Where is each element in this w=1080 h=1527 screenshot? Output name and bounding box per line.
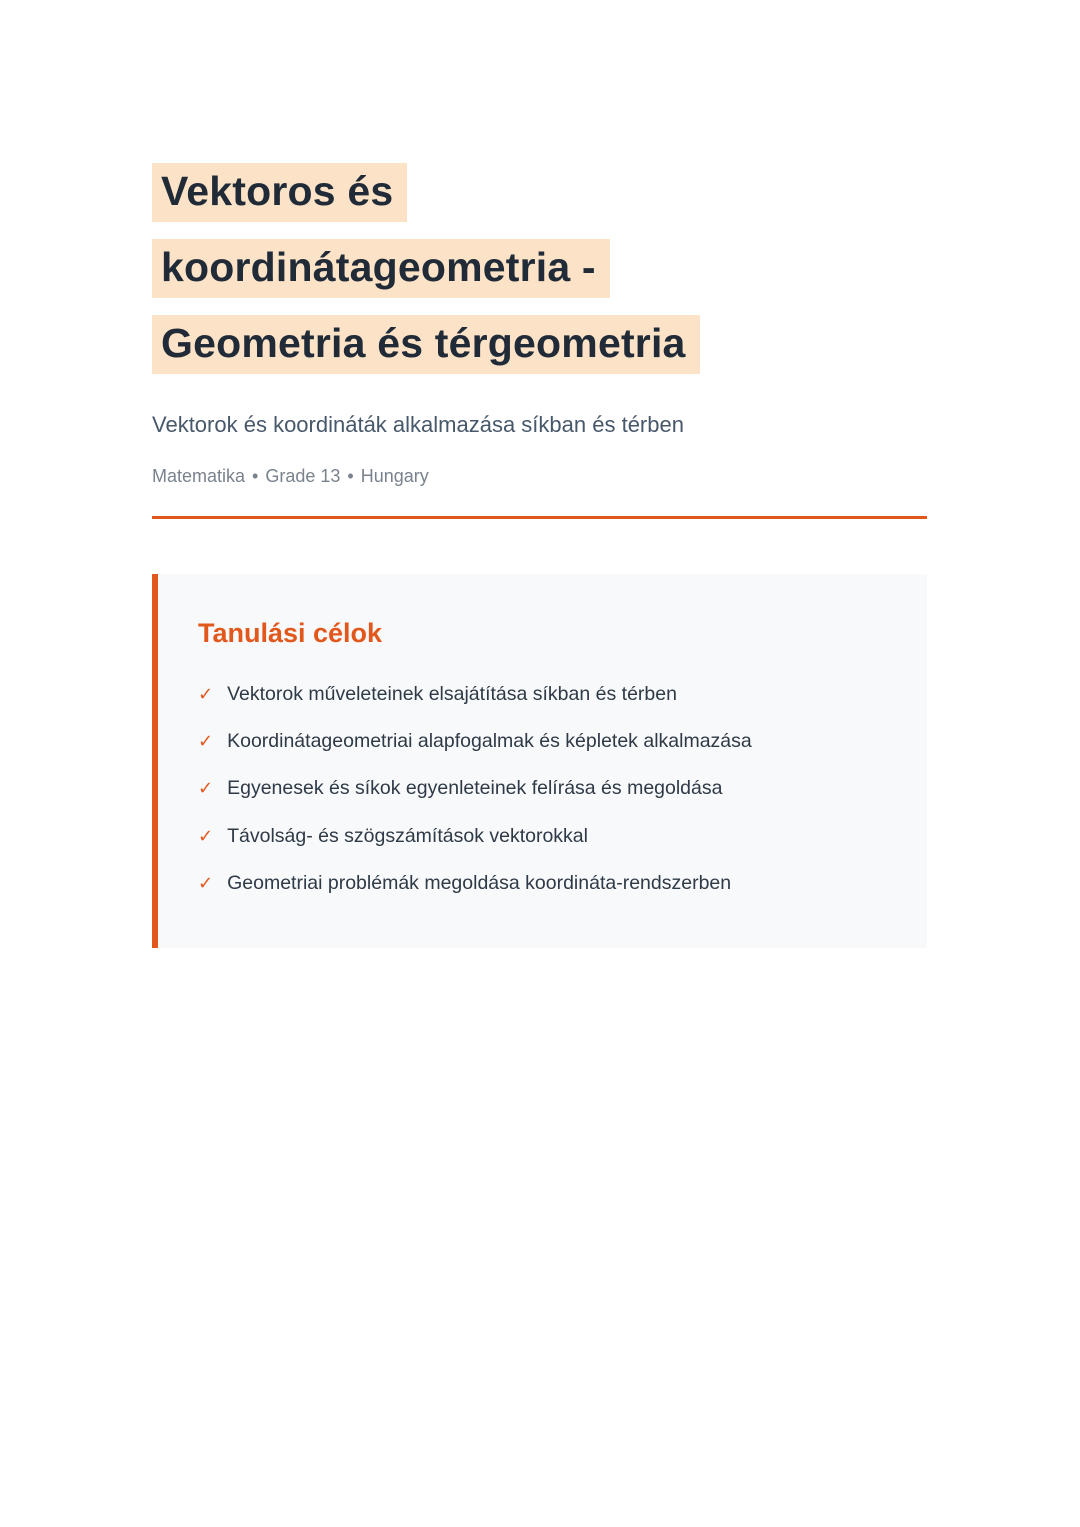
goal-text: Egyenesek és síkok egyenleteinek felírása és megoldása [227,777,723,800]
title-line-3 [152,315,927,374]
page-subtitle: Vektorok és koordináták alkalmazása síkban és térben [152,412,684,437]
check-icon: ✓ [198,683,214,704]
goals-heading: Tanulási célok [198,617,383,648]
meta-grade: Grade 13 [265,465,341,486]
meta-line [152,466,927,487]
list-item [198,776,887,800]
check-icon: ✓ [198,825,214,846]
meta-country: Hungary [360,465,429,486]
goal-text: Távolság- és szögszámítások vektorokkal [227,824,588,847]
title-line-2 [152,239,927,298]
goals-list [198,682,887,896]
title-line-text: Vektoros és [152,163,407,222]
meta-separator: • [347,465,354,486]
title-line-text: Geometria és térgeometria [152,315,700,374]
meta-separator: • [252,465,259,486]
check-icon: ✓ [198,778,214,799]
page-title [152,163,927,374]
title-line-1 [152,163,927,222]
section-divider [152,516,927,519]
title-line-text: koordinátageometria - [152,239,610,298]
list-item [198,824,887,848]
list-item [198,682,887,706]
list-item [198,729,887,753]
list-item [198,871,887,895]
goal-text: Vektorok műveleteinek elsajátítása síkban és térben [227,682,677,705]
goal-text: Geometriai problémák megoldása koordináta-rendszerben [227,872,732,895]
check-icon: ✓ [198,731,214,752]
check-icon: ✓ [198,873,214,894]
learning-goals-card [152,574,927,948]
meta-subject: Matematika [152,465,246,486]
goal-text: Koordinátageometriai alapfogalmak és képletek alkalmazása [227,730,752,753]
